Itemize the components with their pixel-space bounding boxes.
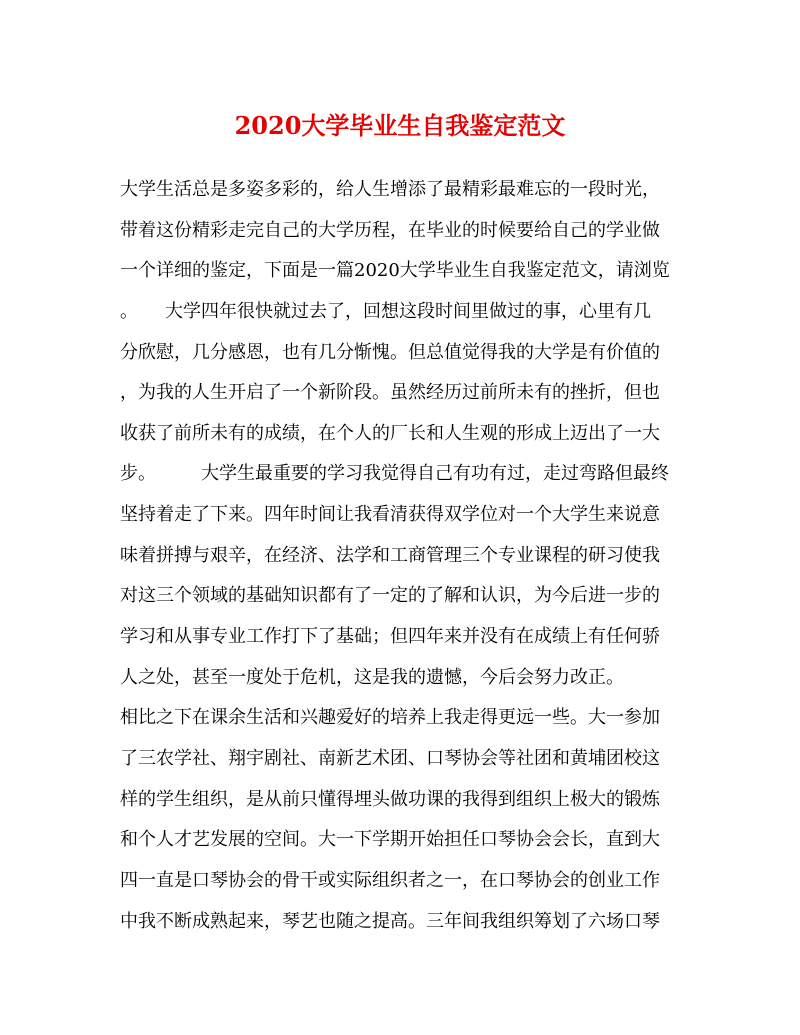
text-line: 对这三个领域的基础知识都有了一定的了解和认识，为今后进一步的	[120, 585, 660, 607]
text-line: ，为我的人生开启了一个新阶段。虽然经历过前所未有的挫折，但也	[120, 382, 660, 404]
document-body	[120, 170, 700, 942]
text-line: 和个人才艺发展的空间。大一下学期开始担任口琴协会会长，直到大	[120, 829, 660, 851]
text-line: 分欣慰，几分感恩，也有几分惭愧。但总值觉得我的大学是有价值的	[120, 341, 660, 363]
text-line: 中我不断成熟起来，琴艺也随之提高。三年间我组织筹划了六场口琴	[120, 910, 660, 932]
text-line: 一个详细的鉴定，下面是一篇2020大学毕业生自我鉴定范文，请浏览	[120, 260, 670, 282]
text-line: 味着拼搏与艰辛，在经济、法学和工商管理三个专业课程的研习使我	[120, 544, 660, 566]
text-line: 收获了前所未有的成绩，在个人的厂长和人生观的形成上迈出了一大	[120, 422, 660, 444]
text-line: 大学生活总是多姿多彩的，给人生增添了最精彩最难忘的一段时光，	[120, 179, 660, 200]
text-line: 四一直是口琴协会的骨干或实际组织者之一，在口琴协会的创业工作	[120, 869, 660, 891]
text-line: 步。 大学生最重要的学习我觉得自己有功有过，走过弯路但最终	[120, 463, 669, 485]
text-line: 。 大学四年很快就过去了，回想这段时间里做过的事，心里有几	[120, 300, 651, 322]
text-line: 了三农学社、翔宇剧社、南新艺术团、口琴协会等社团和黄埔团校这	[120, 747, 660, 769]
text-line: 学习和从事专业工作打下了基础；但四年来并没有在成绩上有任何骄	[120, 626, 660, 648]
document-title: 2020大学毕业生自我鉴定范文	[234, 111, 566, 140]
text-line: 坚持着走了下来。四年时间让我看清获得双学位对一个大学生来说意	[120, 504, 660, 526]
text-line: 样的学生组织，是从前只懂得埋头做功课的我得到组织上极大的锻炼	[120, 788, 660, 810]
text-line: 相比之下在课余生活和兴趣爱好的培养上我走得更远一些。大一参加	[120, 707, 660, 729]
text-line: 人之处，甚至一度处于危机，这是我的遗憾，今后会努力改正。	[120, 666, 624, 688]
text-line: 带着这份精彩走完自己的大学历程，在毕业的时候要给自己的学业做	[120, 219, 660, 241]
